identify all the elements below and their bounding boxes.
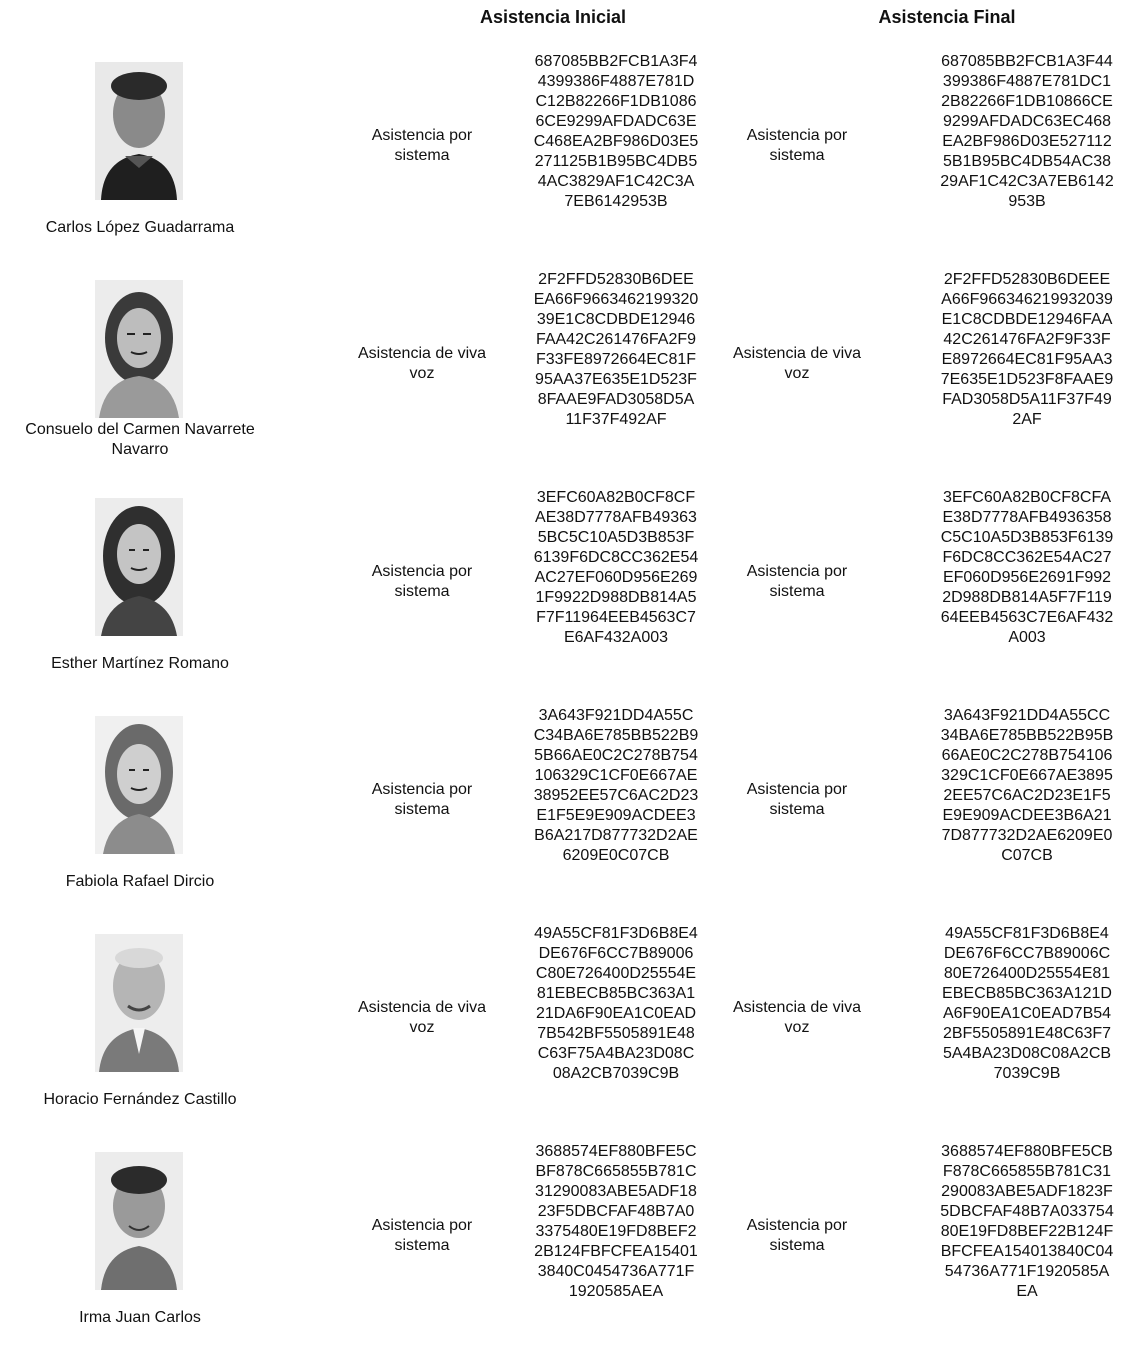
initial-attendance-type: Asistencia por sistema: [371, 127, 473, 164]
member-name: Consuelo del Carmen Navarrete Navarro: [25, 421, 255, 458]
initial-attendance-type: Asistencia por sistema: [371, 1217, 473, 1254]
final-attendance-hash: 3688574EF880BFE5CB F878C665855B781C31 290083ABE5ADF1823F 5DBCFAF48B7A033754 80E19FD8BEF22B124F BFCFEA154013840C04 54736A771F1920585A EA: [940, 1143, 1114, 1300]
member-name: Esther Martínez Romano: [51, 655, 229, 672]
member-name: Horacio Fernández Castillo: [43, 1091, 237, 1108]
member-photo: [95, 62, 183, 200]
final-attendance-hash: 3A643F921DD4A55CC 34BA6E785BB522B95B 66AE0C2C278B754106 329C1CF0E667AE3895 2EE57C6AC2D23E1F5 E9E909ACDEE3B6A21 7D877732D2AE6209E0 C07CB: [940, 707, 1114, 864]
attendance-row: [0, 706, 1143, 924]
attendance-row: [0, 488, 1143, 706]
column-headers: [0, 7, 1143, 29]
member-photo: [95, 934, 183, 1072]
member-photo-cell: [0, 1142, 280, 1360]
initial-attendance-hash: 49A55CF81F3D6B8E4 DE676F6CC7B89006 C80E726400D25554E 81EBECB85BC363A1 21DA6F90EA1C0EAD 7B542BF5505891E48 C63F75A4BA23D08C 08A2CB7039C9B: [534, 925, 698, 1082]
final-attendance-type: Asistencia por sistema: [746, 1217, 848, 1254]
final-attendance-type: Asistencia de viva voz: [732, 999, 862, 1036]
member-name: Fabiola Rafael Dircio: [65, 873, 215, 890]
initial-attendance-hash: 2F2FFD52830B6DEE EA66F9663462199320 39E1C8CDBDE12946 FAA42C261476FA2F9 F33FE8972664EC81F 95AA37E635E1D523F 8FAAE9FAD3058D5A 11F37F492AF: [533, 271, 699, 428]
initial-attendance-heading: Asistencia Inicial: [479, 7, 627, 27]
attendance-row: [0, 52, 1143, 270]
final-attendance-hash: 687085BB2FCB1A3F44 399386F4887E781DC1 2B82266F1DB10866CE 9299AFDADC63EC468 EA2BF986D03E527112 5B1B95BC4DB54AC38 29AF1C42C3A7EB6142 953B: [940, 53, 1114, 210]
initial-attendance-hash: 3688574EF880BFE5C BF878C665855B781C 31290083ABE5ADF18 23F5DBCFAF48B7A0 3375480E19FD8BEF2 2B124FBFCFEA15401 3840C0454736A771F 1920585AEA: [534, 1143, 698, 1300]
member-photo: [95, 716, 183, 854]
attendance-row: [0, 270, 1143, 488]
initial-attendance-type: Asistencia por sistema: [371, 563, 473, 600]
initial-attendance-hash: 687085BB2FCB1A3F4 4399386F4887E781D C12B82266F1DB1086 6CE9299AFDADC63E C468EA2BF986D03E5 271125B1B95BC4DB5 4AC3829AF1C42C3A 7EB6142953B: [533, 53, 699, 210]
member-photo: [95, 1152, 183, 1290]
member-photo-cell: [0, 924, 280, 1142]
final-attendance-hash: 3EFC60A82B0CF8CFA E38D7778AFB4936358 C5C10A5D3B853F6139 F6DC8CC362E54AC27 EF060D956E2691F992 2D988DB814A5F7F119 64EEB4563C7E6AF432 A003: [940, 489, 1114, 646]
attendance-row: [0, 1142, 1143, 1360]
initial-attendance-type: Asistencia de viva voz: [357, 345, 487, 382]
initial-attendance-hash: 3EFC60A82B0CF8CF AE38D7778AFB49363 5BC5C10A5D3B853F 6139F6DC8CC362E54 AC27EF060D956E269 1F9922D988DB814A5 F7F11964EEB4563C7 E6AF432A003: [533, 489, 699, 646]
final-attendance-hash: 49A55CF81F3D6B8E4 DE676F6CC7B89006C 80E726400D25554E81 EBECB85BC363A121D A6F90EA1C0EAD7B54 2BF5505891E48C63F7 5A4BA23D08C08A2CB 7039C9B: [942, 925, 1112, 1082]
member-name: Irma Juan Carlos: [79, 1309, 201, 1326]
member-photo-cell: [0, 270, 280, 488]
member-name: Carlos López Guadarrama: [45, 219, 235, 236]
member-photo: [95, 280, 183, 418]
final-attendance-type: Asistencia por sistema: [746, 563, 848, 600]
initial-attendance-type: Asistencia de viva voz: [357, 999, 487, 1036]
initial-attendance-type: Asistencia por sistema: [371, 781, 473, 818]
member-photo-cell: [0, 706, 280, 924]
member-photo-cell: [0, 52, 280, 270]
final-attendance-hash: 2F2FFD52830B6DEEE A66F966346219932039 E1C8CDBDE12946FAA 42C261476FA2F9F33F E8972664EC81F95AA3 7E635E1D523F8FAAE9 FAD3058D5A11F37F49 2AF: [940, 271, 1114, 428]
final-attendance-type: Asistencia de viva voz: [732, 345, 862, 382]
member-photo-cell: [0, 488, 280, 706]
initial-attendance-hash: 3A643F921DD4A55C C34BA6E785BB522B9 5B66AE0C2C278B754 106329C1CF0E667AE 38952EE57C6AC2D23 E1F5E9E909ACDEE3 B6A217D877732D2AE 6209E0C07CB: [533, 707, 699, 864]
member-photo: [95, 498, 183, 636]
final-attendance-heading: Asistencia Final: [878, 7, 1016, 27]
attendance-row: [0, 924, 1143, 1142]
final-attendance-type: Asistencia por sistema: [746, 127, 848, 164]
final-attendance-type: Asistencia por sistema: [746, 781, 848, 818]
